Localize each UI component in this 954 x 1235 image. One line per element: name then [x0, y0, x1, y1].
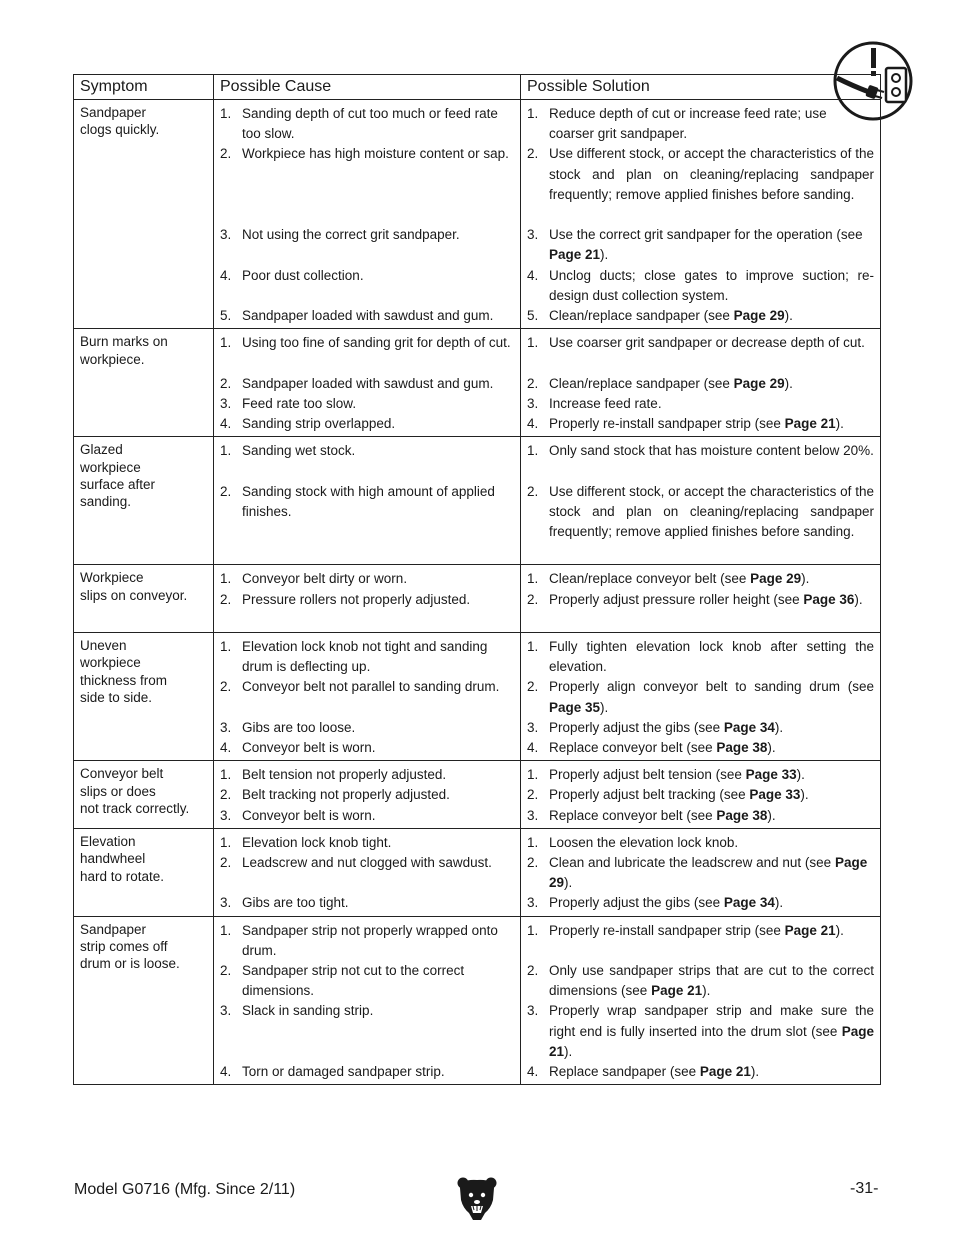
solution-item	[527, 441, 874, 481]
solution-text: Increase feed rate.	[549, 395, 662, 411]
cause-text: Sandpaper strip not cut to the correct dimensions.	[242, 963, 465, 999]
solution-item	[527, 306, 874, 326]
solution-text: Clean and lubricate the leadscrew and nut (see Page 29).	[549, 855, 868, 891]
solution-item	[527, 590, 874, 630]
item-number: 3.	[220, 395, 232, 411]
cause-item	[220, 590, 514, 630]
footer-model-text: Model G0716 (Mfg. Since 2/11)	[74, 1181, 296, 1198]
cause-text: Slack in sanding strip.	[242, 1003, 374, 1019]
item-number: 1.	[220, 106, 232, 121]
table-header-row	[74, 75, 881, 100]
solution-item	[527, 482, 874, 563]
solution-item	[527, 806, 874, 826]
header-possible-solution: Possible Solution	[521, 75, 881, 100]
solution-text: Replace conveyor belt (see Page 38).	[549, 807, 776, 823]
solution-text: Use different stock, or accept the characteristics of the stock and plan on cleaning/replacing sandpaper frequently; remove applied finishes before sanding.	[549, 146, 874, 202]
table-row	[74, 633, 881, 761]
item-number: 3.	[220, 1003, 232, 1019]
cause-item	[220, 225, 514, 265]
cause-item	[220, 333, 514, 373]
cause-cell	[214, 828, 521, 916]
symptom-text: Sandpaper strip comes off drum or is loose.	[80, 921, 180, 972]
solution-cell	[521, 329, 881, 437]
cause-item	[220, 306, 514, 326]
cause-text: Sanding wet stock.	[242, 443, 356, 459]
cause-cell	[214, 437, 521, 565]
cause-text: Not using the correct grit sandpaper.	[242, 227, 460, 243]
solution-text: Replace conveyor belt (see Page 38).	[549, 740, 776, 756]
cause-text: Gibs are too tight.	[242, 895, 349, 911]
cause-item	[220, 394, 514, 414]
cause-item	[220, 374, 514, 394]
cause-text: Elevation lock knob not tight and sanding drum is deflecting up.	[242, 639, 488, 675]
cause-text: Conveyor belt not parallel to sanding drum.	[242, 679, 500, 695]
cause-cell	[214, 565, 521, 633]
solution-item	[527, 333, 874, 373]
solution-text: Clean/replace sandpaper (see Page 29).	[549, 308, 793, 324]
item-number: 3.	[527, 395, 539, 411]
solution-item	[527, 104, 874, 144]
header-possible-cause: Possible Cause	[214, 75, 521, 100]
solution-text: Properly adjust the gibs (see Page 34).	[549, 719, 784, 735]
item-number: 2.	[527, 146, 539, 162]
solution-item	[527, 374, 874, 394]
cause-text: Gibs are too loose.	[242, 719, 356, 735]
item-number: 2.	[527, 375, 539, 391]
solution-cell	[521, 100, 881, 329]
item-number: 1.	[220, 571, 232, 587]
item-number: 2.	[220, 375, 232, 391]
item-number: 3.	[527, 807, 539, 823]
cause-cell	[214, 916, 521, 1085]
item-number: 1.	[220, 335, 232, 351]
item-number: 1.	[527, 443, 539, 459]
item-number: 2.	[527, 787, 539, 803]
solution-item	[527, 677, 874, 717]
solution-item	[527, 266, 874, 306]
cause-item	[220, 1062, 514, 1082]
item-number: 2.	[527, 679, 539, 695]
symptom-cell	[74, 437, 214, 565]
item-number: 4.	[527, 740, 539, 756]
solution-item	[527, 785, 874, 805]
item-number: 3.	[527, 1003, 539, 1019]
item-number: 2.	[527, 963, 539, 979]
item-number: 5.	[527, 308, 539, 324]
bear-logo-icon	[457, 1176, 497, 1222]
cause-text: Leadscrew and nut clogged with sawdust.	[242, 855, 492, 871]
cause-text: Feed rate too slow.	[242, 395, 357, 411]
table-row	[74, 828, 881, 916]
cause-text: Sanding stock with high amount of applied finishes.	[242, 483, 495, 519]
cause-item	[220, 266, 514, 306]
symptom-cell	[74, 565, 214, 633]
cause-item	[220, 961, 514, 1001]
solution-text: Use the correct grit sandpaper for the operation (see Page 21).	[549, 227, 863, 263]
cause-text: Workpiece has high moisture content or sap.	[242, 146, 509, 162]
cause-text: Elevation lock knob tight.	[242, 834, 392, 850]
item-number: 2.	[220, 787, 232, 803]
cause-item	[220, 893, 514, 913]
solution-cell	[521, 761, 881, 829]
solution-cell	[521, 633, 881, 761]
cause-text: Sandpaper strip not properly wrapped onto drum.	[242, 922, 498, 958]
solution-item	[527, 225, 874, 265]
solution-item	[527, 637, 874, 677]
item-number: 2.	[220, 679, 232, 695]
symptom-cell	[74, 828, 214, 916]
table-row	[74, 329, 881, 437]
solution-item	[527, 893, 874, 913]
cause-text: Sanding depth of cut too much or feed rate too slow.	[242, 106, 498, 142]
solution-text: Properly adjust the gibs (see Page 34).	[549, 895, 784, 911]
solution-item	[527, 144, 874, 225]
item-number: 4.	[527, 416, 539, 432]
solution-cell	[521, 916, 881, 1085]
symptom-text: Elevation handwheel hard to rotate.	[80, 833, 165, 884]
item-number: 3.	[220, 807, 232, 823]
item-number: 4.	[220, 1064, 232, 1080]
item-number: 4.	[220, 267, 232, 283]
item-number: 3.	[527, 227, 539, 243]
solution-item	[527, 394, 874, 414]
item-number: 2.	[220, 146, 232, 162]
cause-item	[220, 921, 514, 961]
cause-text: Conveyor belt is worn.	[242, 740, 376, 755]
solution-item	[527, 718, 874, 738]
item-number: 1.	[527, 639, 539, 654]
cause-text: Pressure rollers not properly adjusted.	[242, 591, 471, 607]
solution-item	[527, 1001, 874, 1062]
cause-item	[220, 104, 514, 144]
solution-item	[527, 414, 874, 434]
cause-text: Poor dust collection.	[242, 267, 364, 283]
symptom-text: Burn marks on workpiece.	[80, 334, 168, 367]
item-number: 4.	[527, 1064, 539, 1080]
cause-item	[220, 765, 514, 785]
cause-text: Using too fine of sanding grit for depth of cut.	[242, 335, 511, 351]
solution-text: Replace sandpaper (see Page 21).	[549, 1064, 760, 1080]
solution-text: Properly re-install sandpaper strip (see Page 21).	[549, 416, 844, 432]
cause-item	[220, 441, 514, 481]
symptom-text: Workpiece slips on conveyor.	[80, 570, 188, 603]
cause-cell	[214, 633, 521, 761]
table-row	[74, 916, 881, 1085]
solution-text: Properly adjust pressure roller height (see Page 36).	[549, 591, 863, 607]
item-number: 5.	[220, 307, 232, 323]
item-number: 2.	[527, 483, 539, 499]
table-row	[74, 761, 881, 829]
symptom-cell	[74, 916, 214, 1085]
table-row	[74, 100, 881, 329]
solution-item	[527, 1062, 874, 1082]
item-number: 1.	[220, 639, 232, 654]
table-row	[74, 437, 881, 565]
solution-item	[527, 961, 874, 1001]
solution-text: Use coarser grit sandpaper or decrease depth of cut.	[549, 335, 865, 351]
solution-cell	[521, 437, 881, 565]
item-number: 1.	[527, 335, 539, 351]
cause-item	[220, 569, 514, 589]
item-number: 4.	[527, 267, 539, 283]
cause-item	[220, 144, 514, 225]
solution-item	[527, 921, 874, 961]
cause-item	[220, 806, 514, 826]
cause-text: Sandpaper loaded with sawdust and gum.	[242, 375, 494, 391]
item-number: 4.	[220, 416, 232, 432]
solution-text: Properly wrap sandpaper strip and make sure the right end is fully inserted into the drum slot (see Page 21).	[549, 1003, 874, 1059]
cause-cell	[214, 100, 521, 329]
cause-text: Torn or damaged sandpaper strip.	[242, 1064, 445, 1080]
item-number: 3.	[220, 895, 232, 911]
item-number: 3.	[220, 227, 232, 243]
cause-text: Belt tension not properly adjusted.	[242, 767, 447, 783]
cause-cell	[214, 329, 521, 437]
solution-item	[527, 569, 874, 589]
solution-text: Clean/replace conveyor belt (see Page 29).	[549, 571, 810, 587]
item-number: 1.	[527, 106, 539, 121]
item-number: 2.	[527, 591, 539, 607]
solution-text: Loosen the elevation lock knob.	[549, 834, 739, 850]
cause-item	[220, 785, 514, 805]
cause-item	[220, 738, 514, 758]
solution-text: Only use sandpaper strips that are cut to the correct dimensions (see Page 21).	[549, 963, 874, 999]
item-number: 1.	[220, 443, 232, 459]
item-number: 2.	[220, 483, 232, 499]
solution-text: Fully tighten elevation lock knob after setting the elevation.	[549, 639, 874, 675]
cause-item	[220, 414, 514, 434]
solution-cell	[521, 828, 881, 916]
cause-text: Sandpaper loaded with sawdust and gum.	[242, 307, 494, 323]
cause-item	[220, 853, 514, 893]
symptom-text: Glazed workpiece surface after sanding.	[80, 442, 156, 510]
item-number: 1.	[220, 834, 232, 850]
symptom-cell	[74, 633, 214, 761]
cause-item	[220, 677, 514, 717]
symptom-text: Sandpaper clogs quickly.	[80, 105, 160, 138]
cause-text: Conveyor belt is worn.	[242, 807, 376, 823]
item-number: 1.	[527, 767, 539, 783]
item-number: 1.	[220, 767, 232, 783]
solution-text: Clean/replace sandpaper (see Page 29).	[549, 375, 793, 391]
symptom-text: Uneven workpiece thickness from side to side.	[80, 638, 168, 706]
footer-page-number: -31-	[850, 1180, 879, 1197]
solution-text: Properly align conveyor belt to sanding drum (see Page 35).	[549, 679, 874, 715]
symptom-cell	[74, 329, 214, 437]
item-number: 3.	[527, 719, 539, 735]
cause-text: Sanding strip overlapped.	[242, 416, 396, 432]
symptom-cell	[74, 761, 214, 829]
header-symptom: Symptom	[74, 75, 214, 100]
cause-item	[220, 482, 514, 563]
item-number: 1.	[527, 922, 539, 938]
item-number: 2.	[220, 963, 232, 979]
solution-text: Reduce depth of cut or increase feed rate; use coarser grit sandpaper.	[549, 106, 827, 142]
item-number: 4.	[220, 740, 232, 755]
cause-item	[220, 637, 514, 677]
item-number: 2.	[220, 855, 232, 871]
cause-item	[220, 1001, 514, 1062]
solution-text: Properly re-install sandpaper strip (see Page 21).	[549, 922, 844, 938]
troubleshooting-table	[73, 74, 881, 1085]
item-number: 1.	[527, 571, 539, 587]
solution-item	[527, 738, 874, 758]
solution-text: Unclog ducts; close gates to improve suction; re-design dust collection system.	[549, 267, 874, 303]
solution-item	[527, 765, 874, 785]
solution-item	[527, 833, 874, 853]
cause-cell	[214, 761, 521, 829]
item-number: 2.	[220, 591, 232, 607]
solution-text: Properly adjust belt tracking (see Page 33).	[549, 787, 809, 803]
item-number: 3.	[220, 719, 232, 735]
item-number: 2.	[527, 855, 539, 871]
cause-item	[220, 833, 514, 853]
item-number: 1.	[527, 834, 539, 850]
solution-item	[527, 853, 874, 893]
solution-text: Properly adjust belt tension (see Page 33).	[549, 767, 805, 783]
cause-text: Belt tracking not properly adjusted.	[242, 787, 450, 803]
table-row	[74, 565, 881, 633]
cause-text: Conveyor belt dirty or worn.	[242, 571, 408, 587]
symptom-cell	[74, 100, 214, 329]
solution-cell	[521, 565, 881, 633]
item-number: 1.	[220, 922, 232, 938]
cause-item	[220, 718, 514, 738]
symptom-text: Conveyor belt slips or does not track correctly.	[80, 766, 190, 817]
solution-text: Use different stock, or accept the characteristics of the stock and plan on cleaning/replacing sandpaper frequently; remove applied finishes before sanding.	[549, 483, 874, 540]
solution-text: Only sand stock that has moisture content below 20%.	[549, 443, 874, 459]
item-number: 3.	[527, 895, 539, 911]
